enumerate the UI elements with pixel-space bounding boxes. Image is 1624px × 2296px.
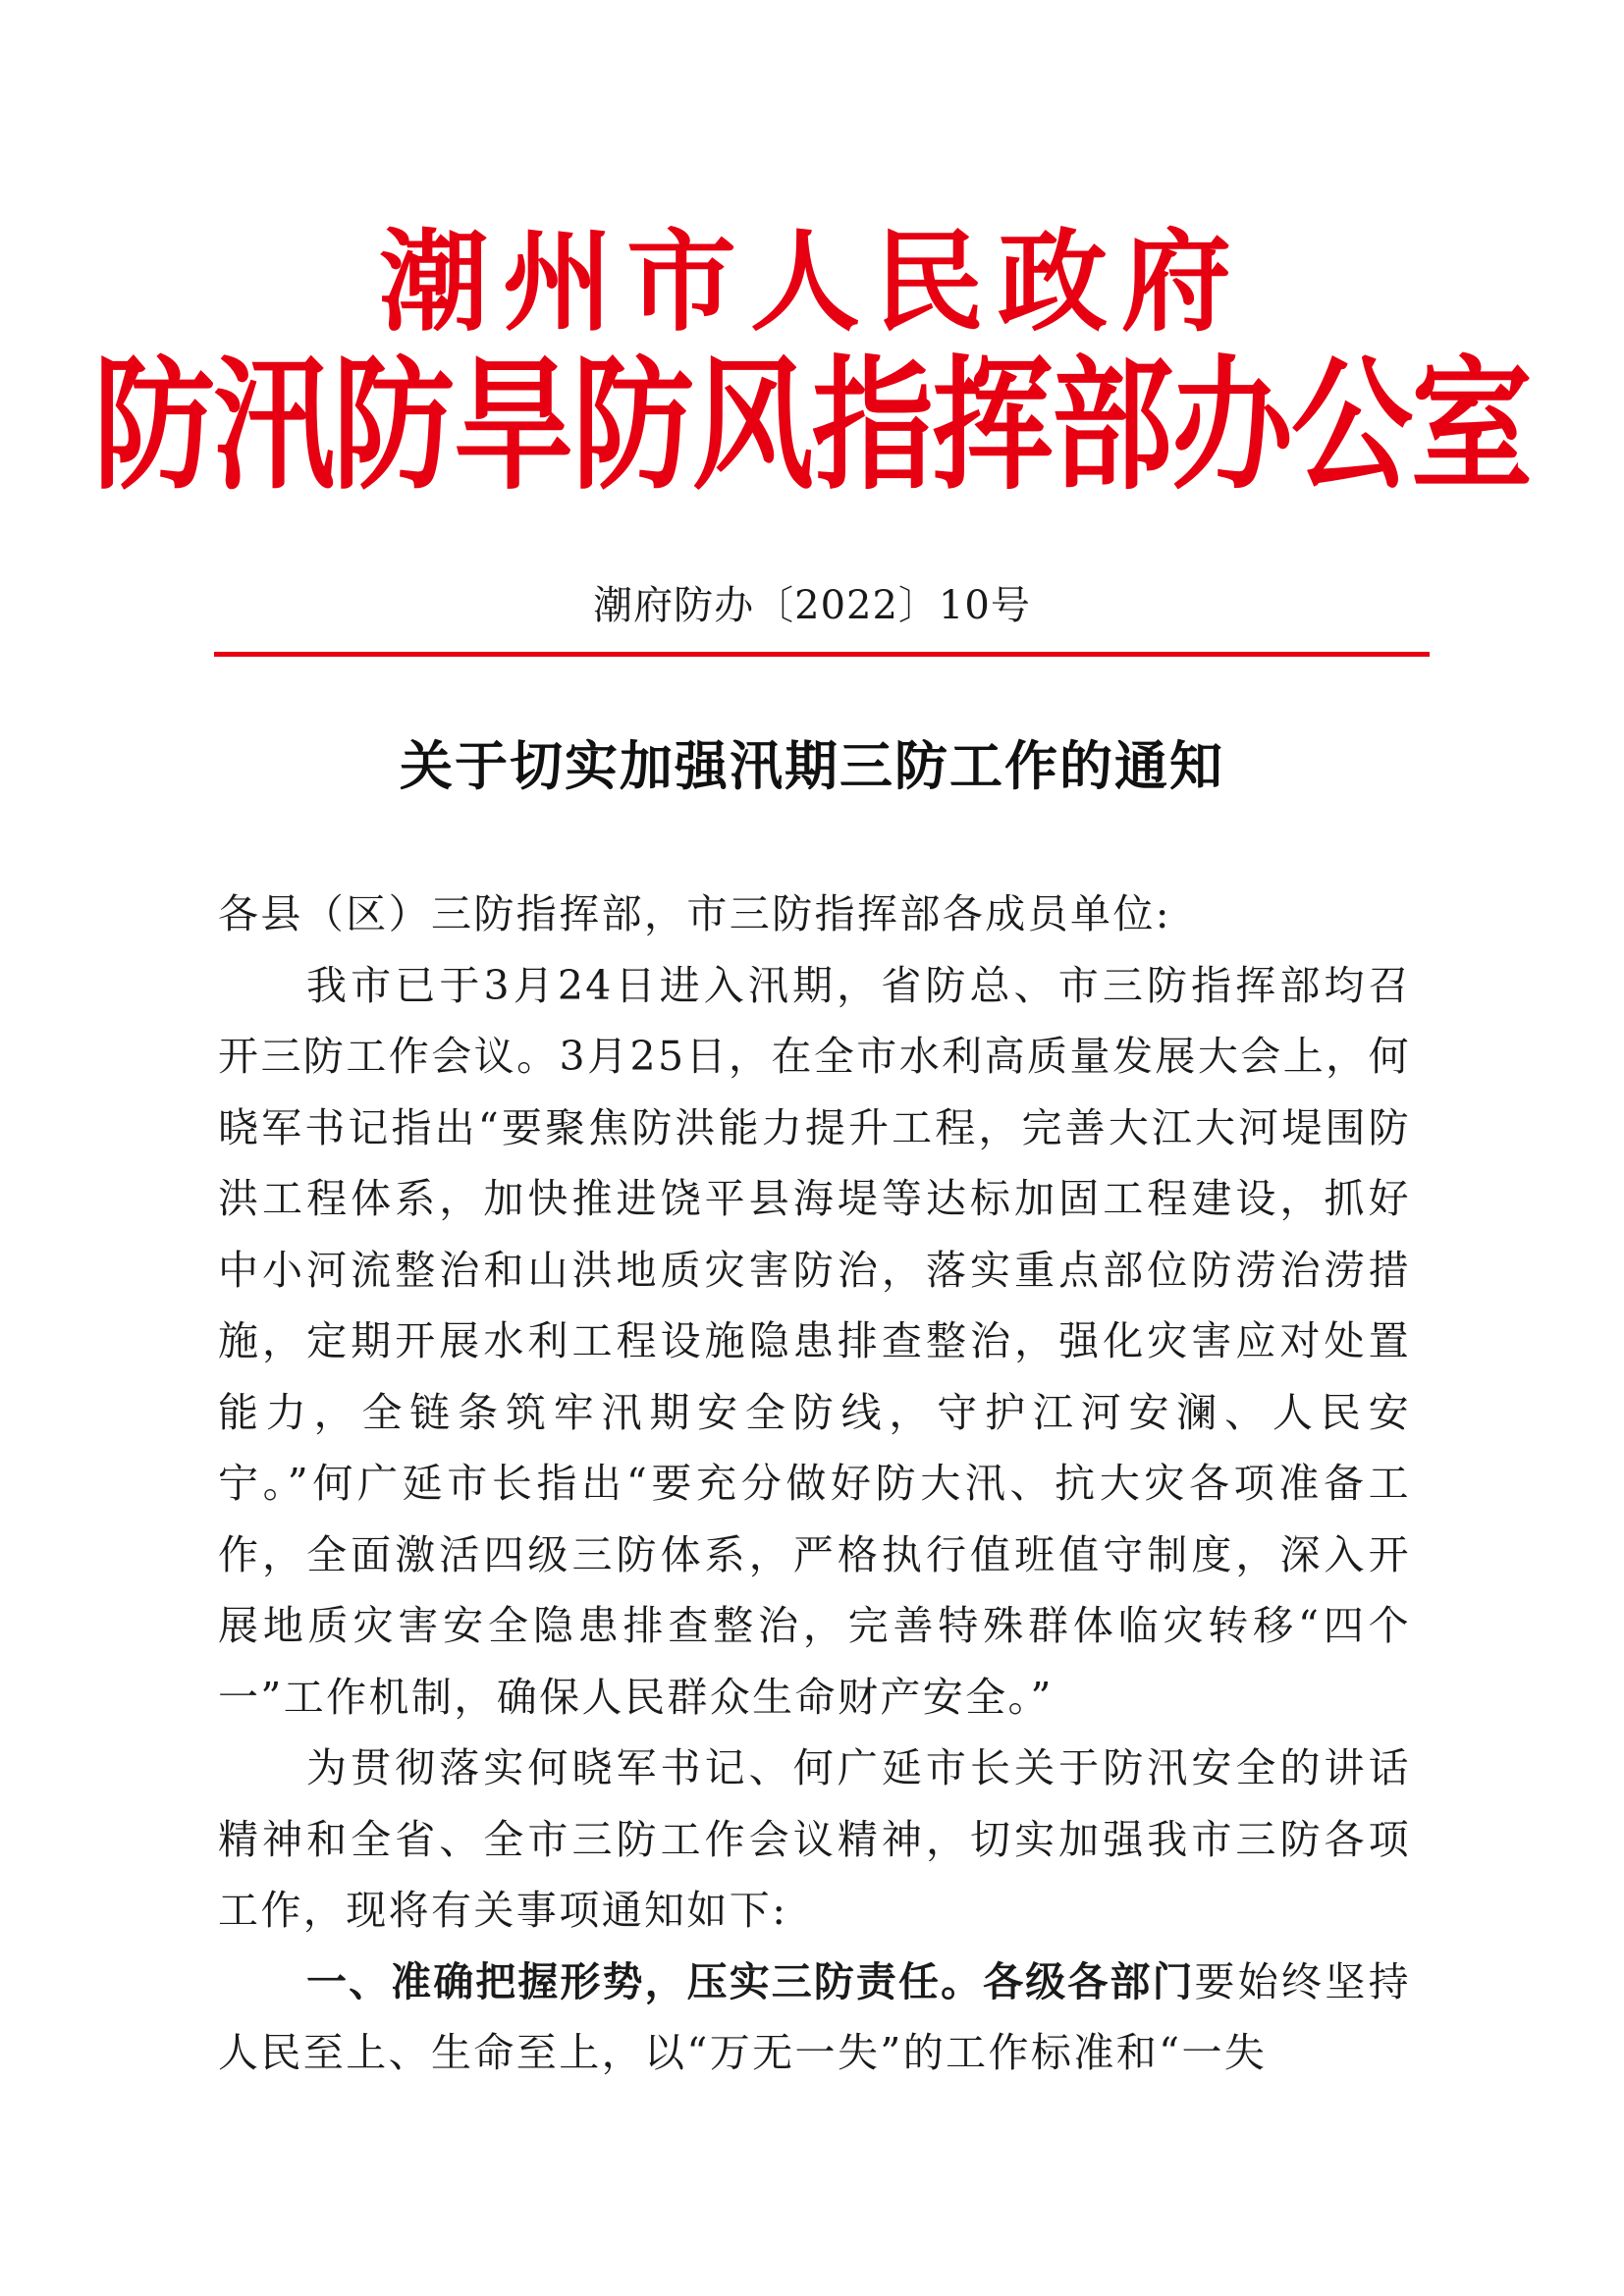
addressee: 各县（区）三防指挥部，市三防指挥部各成员单位: [218,890,1172,937]
section-one-paragraph [218,1947,1411,2089]
masthead-issuer-line-2: 防汛防旱防风指挥部办公室 [92,342,1531,510]
masthead-issuer-line-1: 潮州市人民政府 [379,218,1245,347]
section-one-heading: 一、准确把握形势，压实三防责任。 [306,1957,984,2005]
document-title: 关于切实加强汛期三防工作的通知 [400,734,1224,797]
section-one-text: 要始终坚持人民至上、生命至上，以“万无一失”的工作标准和“一失 [218,1957,1412,2076]
document-number: 潮府防办〔2022〕10号 [593,583,1031,628]
section-one-lead: 各级各部门 [983,1957,1195,2005]
document-body [218,879,1411,2089]
body-paragraph: 我市已于3月24日进入汛期，省防总、市三防指挥部均召开三防工作会议。3月25日，在全市水利高质量发展大会上，何晓军书记指出“要聚焦防洪能力提升工程，完善大江大河堤围防洪工程体系，加快推进饶平县海堤等达标加固工程建设，抓好中小河流整治和山洪地质灾害防治，落实重点部位防涝治涝措施，定期开展水利工程设施隐患排查整治，强化灾害应对处置能力，全链条筑牢汛期安全防线，守护江河安澜、人民安宁。”何广延市长指出“要充分做好防大汛、抗大灾各项准备工作，全面激活四级三防体系，严格执行值班值守制度，深入开展地质灾害安全隐患排查整治，完善特殊群体临灾转移“四个一”工作机制，确保人民群众生命财产安全。” [218,961,1411,1721]
red-divider-line [214,652,1430,657]
body-paragraph: 为贯彻落实何晓军书记、何广延市长关于防汛安全的讲话精神和全省、全市三防工作会议精神，切实加强我市三防各项工作，现将有关事项通知如下: [218,1744,1411,1934]
